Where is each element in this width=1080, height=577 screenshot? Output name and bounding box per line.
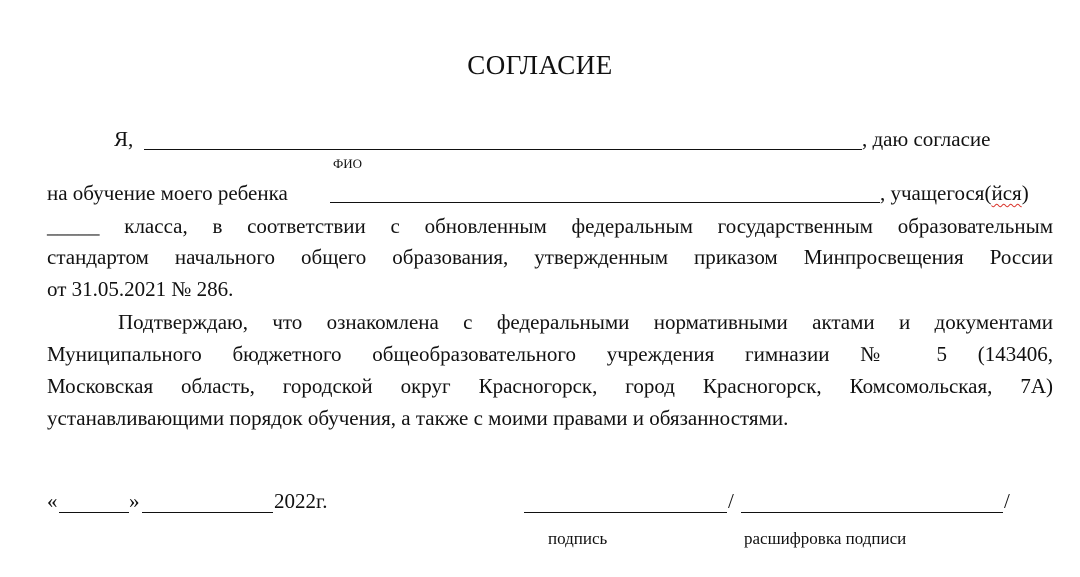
spellcheck-flagged-word: йся (991, 181, 1022, 205)
para2-line-4: устанавливающими порядок обучения, а также с моими правами и обязанностями. (47, 406, 789, 430)
signature-blank (524, 512, 727, 513)
para1-line-2: стандартом начального общего образования, утвержденным приказом Минпросвещения России (47, 245, 1053, 269)
line2-end (880, 181, 1029, 206)
fio-parent-blank (144, 149, 862, 150)
fio-caption: ФИО (333, 156, 363, 171)
line1-end: , даю согласие (862, 127, 991, 151)
signature-end-slash: / (1004, 489, 1010, 513)
line2-start: на обучение моего ребенка (47, 181, 288, 205)
signature-separator: / (728, 489, 734, 513)
child-name-blank (330, 202, 880, 203)
signature-caption: подпись (548, 529, 608, 548)
para2-line-1: Подтверждаю, что ознакомлена с федеральными нормативными актами и документами (118, 310, 1053, 334)
month-blank (142, 512, 273, 513)
document-title: СОГЛАСИЕ (467, 50, 613, 80)
date-year: 2022г. (274, 489, 328, 513)
para2-line-2: Муниципального бюджетного общеобразовательного учреждения гимназии № 5 (143406, (47, 342, 1053, 366)
date-open-quote: « (47, 489, 58, 513)
para1-line-3: от 31.05.2021 № 286. (47, 277, 234, 301)
day-blank (59, 512, 129, 513)
line2-end-prefix: , учащегося( (880, 181, 992, 205)
signature-decoding-caption: расшифровка подписи (744, 529, 907, 548)
line1-start: Я, (114, 127, 134, 151)
para2-line-3: Московская область, городской округ Красногорск, город Красногорск, Комсомольская, 7А) (47, 374, 1053, 398)
date-close-quote: » (129, 489, 140, 513)
para1-line-1: _____ класса, в соответствии с обновленным федеральным государственным образовательным (47, 214, 1053, 238)
line2-end-suffix: ) (1021, 181, 1029, 205)
signature-decoding-blank (741, 512, 1003, 513)
